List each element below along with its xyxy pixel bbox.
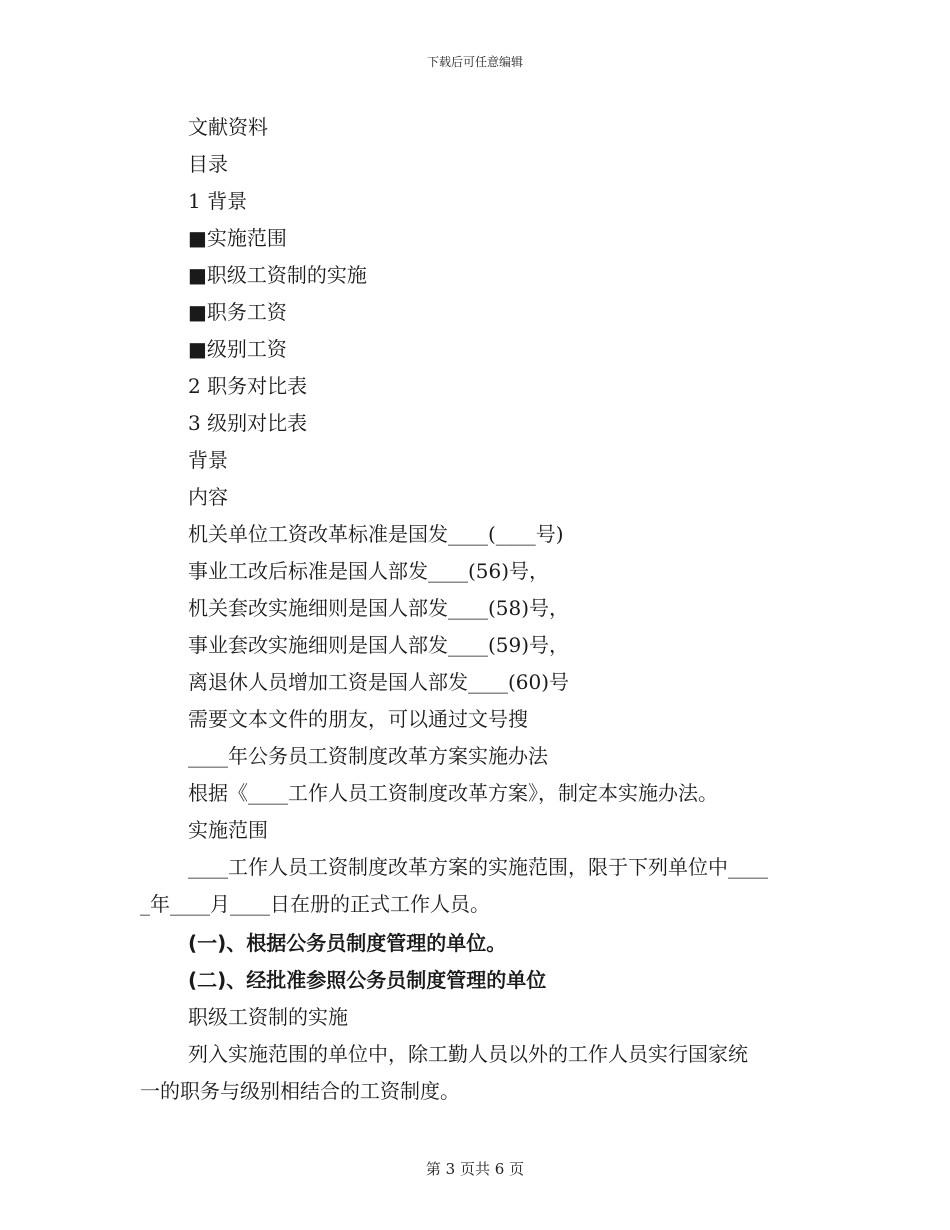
toc-heading: 目录 — [188, 152, 228, 176]
list-item-bold: (二)、经批准参照公务员制度管理的单位 — [188, 968, 547, 992]
page-footer: 第 3 页共 6 页 — [425, 1160, 525, 1178]
paragraph-line: 需要文本文件的朋友，可以通过文号搜 — [188, 707, 528, 731]
toc-item-scope: ■实施范围 — [188, 226, 287, 250]
paragraph-line: 机关套改实施细则是国人部发____(58)号， — [188, 596, 570, 620]
doc-title: 文献资料 — [188, 115, 268, 139]
section-heading-content: 内容 — [188, 485, 228, 509]
toc-item-grade-salary: ■级别工资 — [188, 337, 287, 361]
toc-item-background: 1 背景 — [188, 189, 248, 213]
paragraph-line: 事业套改实施细则是国人部发____(59)号， — [188, 633, 570, 657]
section-heading-background: 背景 — [188, 448, 228, 472]
paragraph-line: 一的职务与级别相结合的工资制度。 — [140, 1079, 460, 1103]
paragraph-line: 离退休人员增加工资是国人部发____(60)号 — [188, 670, 570, 694]
page-header: 下载后可任意编辑 — [426, 55, 523, 69]
paragraph-line: _年____月____日在册的正式工作人员。 — [140, 892, 490, 916]
toc-item-position-salary: ■职务工资 — [188, 300, 287, 324]
toc-item-grade-table: 3 级别对比表 — [188, 411, 308, 435]
paragraph-line: 根据《____工作人员工资制度改革方案》，制定本实施办法。 — [188, 781, 718, 805]
paragraph-line: ____工作人员工资制度改革方案的实施范围，限于下列单位中____ — [188, 855, 768, 879]
paragraph-line: ____年公务员工资制度改革方案实施办法 — [188, 744, 548, 768]
paragraph-line: 事业工改后标准是国人部发____(56)号， — [188, 559, 550, 583]
paragraph-line: 机关单位工资改革标准是国发____(____号) — [188, 522, 564, 546]
list-item-bold: (一)、根据公务员制度管理的单位。 — [188, 931, 507, 955]
section-heading-implementation: 职级工资制的实施 — [188, 1005, 348, 1029]
toc-item-position-table: 2 职务对比表 — [188, 374, 308, 398]
toc-item-implementation: ■职级工资制的实施 — [188, 263, 367, 287]
paragraph-line: 列入实施范围的单位中，除工勤人员以外的工作人员实行国家统 — [188, 1042, 748, 1066]
section-heading-scope: 实施范围 — [188, 818, 268, 842]
